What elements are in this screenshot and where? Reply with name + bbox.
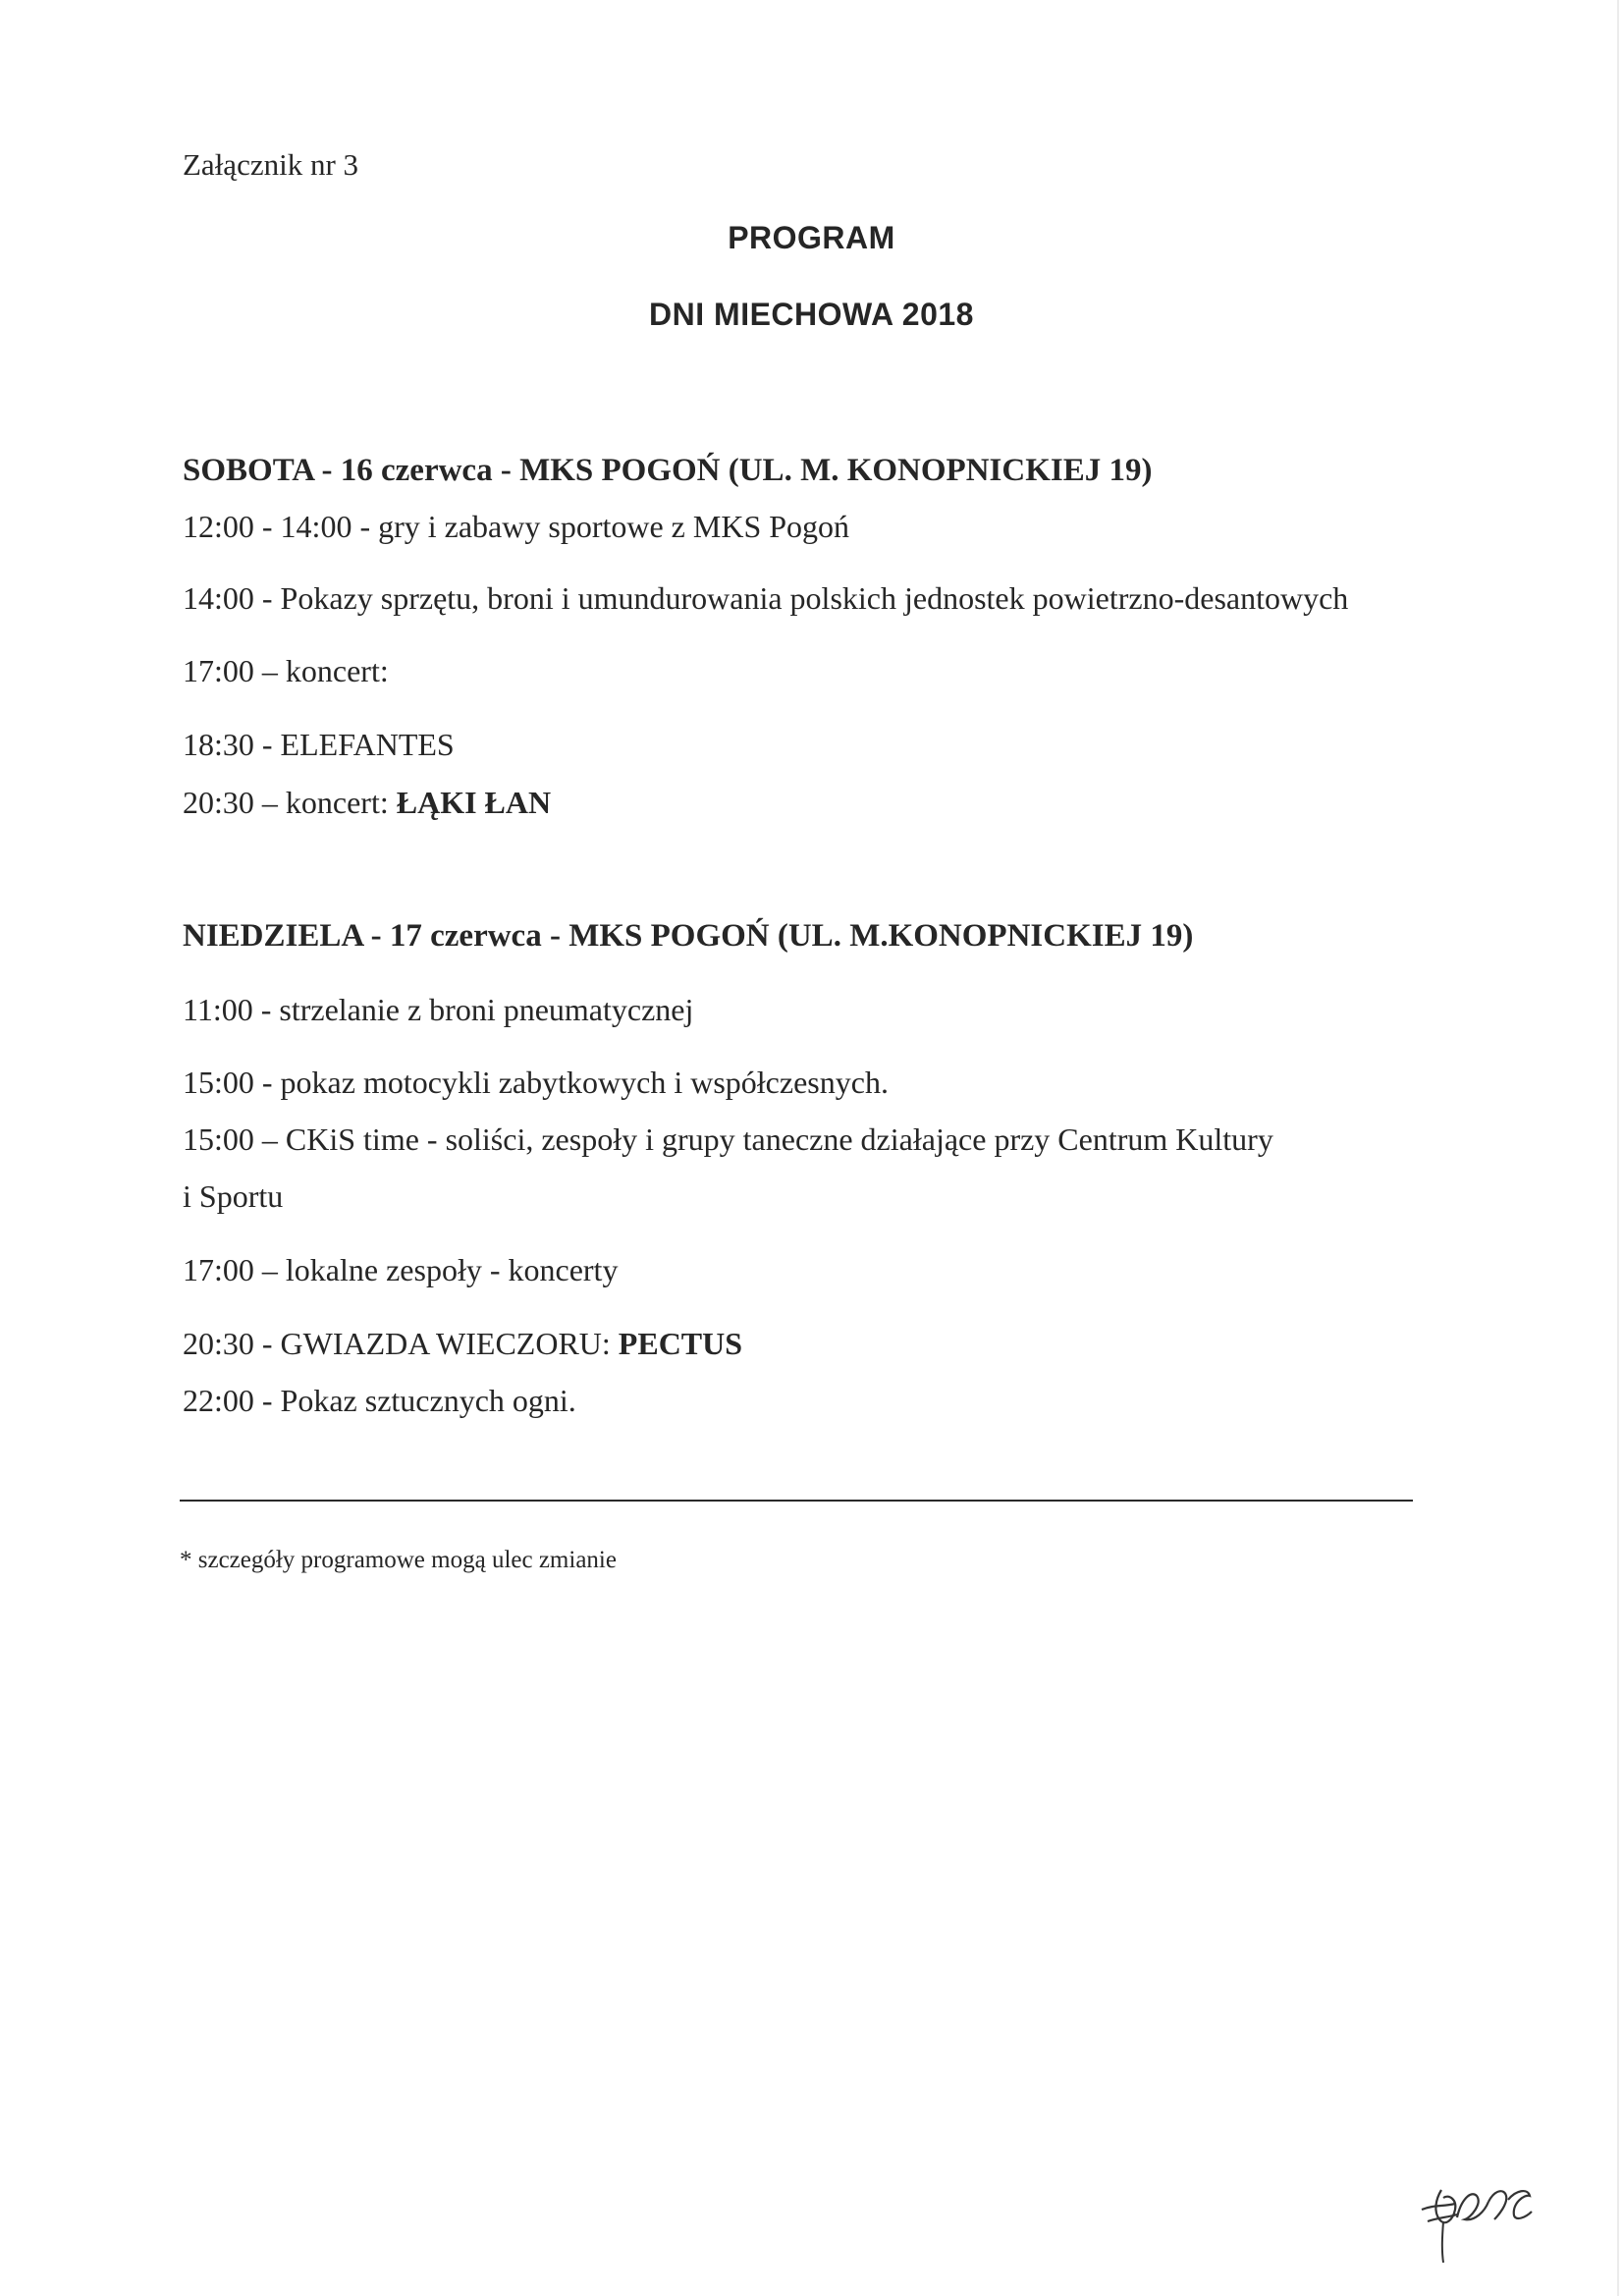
footnote: * szczegóły programowe mogą ulec zmianie [180,1547,617,1573]
saturday-header: SOBOTA - 16 czerwca - MKS POGOŃ (UL. M. KONOPNICKIEJ 19) [183,453,1153,488]
star-performer-name: PECTUS [618,1326,743,1361]
item-text: 20:30 - GWIAZDA WIECZORU: [183,1326,619,1361]
program-item: 22:00 - Pokaz sztucznych ogni. [183,1383,576,1418]
program-item: 11:00 - strzelanie z broni pneumatycznej [183,992,694,1027]
program-item: 17:00 – koncert: [183,653,389,688]
document-title: PROGRAM [728,220,895,255]
program-item [183,785,551,821]
performer-name: ŁĄKI ŁAN [396,785,552,820]
annex-label: Załącznik nr 3 [183,147,359,182]
program-item: 18:30 - ELEFANTES [183,727,455,762]
program-item: 17:00 – lokalne zespoły - koncerty [183,1252,619,1287]
program-item: 12:00 - 14:00 - gry i zabawy sportowe z MKS Pogoń [183,509,850,544]
scan-edge [1617,0,1619,2296]
program-item: 14:00 - Pokazy sprzętu, broni i umundurowania polskich jednostek powietrzno-desantowych [183,580,1349,616]
footnote-divider [180,1500,1413,1502]
program-item [183,1326,742,1362]
program-item: 15:00 - pokaz motocykli zabytkowych i współczesnych. [183,1065,889,1100]
program-item: 15:00 – CKiS time - soliści, zespoły i grupy taneczne działające przy Centrum Kultury [183,1121,1273,1157]
sunday-header: NIEDZIELA - 17 czerwca - MKS POGOŃ (UL. M.KONOPNICKIEJ 19) [183,918,1194,954]
program-item: i Sportu [183,1178,284,1214]
signature-icon [1414,2160,1542,2269]
item-text: 20:30 – koncert: [183,785,397,820]
document-subtitle: DNI MIECHOWA 2018 [649,297,974,332]
